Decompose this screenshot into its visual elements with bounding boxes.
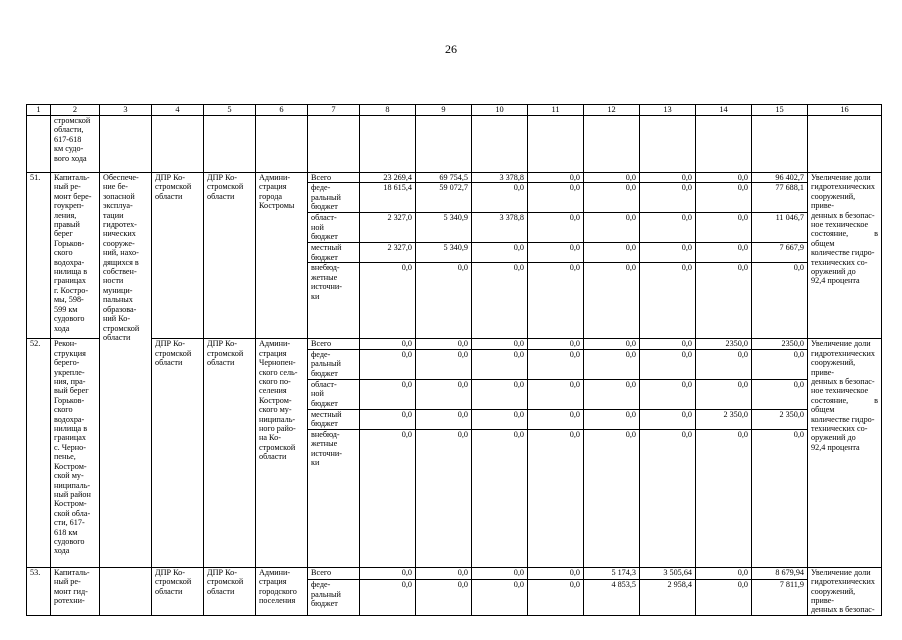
source-cell: Всего: [308, 339, 360, 349]
value-cell: 0,0: [360, 429, 416, 567]
table-row: [27, 173, 882, 183]
executor-cell: Админи- страция Чернопен- ского сель- ского по- селения Костром- ского му- ниципаль- ного райо- на Ко- стромской области: [256, 339, 308, 567]
value-cell: 7 811,9: [752, 580, 808, 615]
executor-cell: Админи- страция городского поселения: [256, 567, 308, 615]
value-cell: 0,0: [696, 567, 752, 580]
value-cell: 0,0: [528, 183, 584, 213]
column-header: 12: [584, 105, 640, 116]
value-cell: 0,0: [416, 429, 472, 567]
value-cell: 5 340,9: [416, 213, 472, 243]
value-cell: 8 679,94: [752, 567, 808, 580]
value-cell: 0,0: [584, 173, 640, 183]
value-cell: 0,0: [696, 429, 752, 567]
value-cell: 0,0: [696, 183, 752, 213]
source-cell: Всего: [308, 567, 360, 580]
value-cell: 2 958,4: [640, 580, 696, 615]
object-name-cell: Рекон- струкция берего- укрепле- ния, пра- вый берег Горьков- ского водохра- нилища в границах с. Черно- пенье, Костром- ской му- ниципаль- ный район Костром- ской обла- сти, 617- 618 км судового хода: [51, 339, 100, 567]
value-cell: 0,0: [640, 379, 696, 409]
value-cell: 0,0: [752, 349, 808, 379]
value-cell: 0,0: [584, 263, 640, 339]
result-cell: Увеличение доли гидротехнических сооружений, приве- денных в безопас-: [808, 567, 882, 615]
value-cell: 0,0: [416, 379, 472, 409]
value-cell: 0,0: [752, 263, 808, 339]
source-cell: Всего: [308, 173, 360, 183]
value-cell: 0,0: [640, 173, 696, 183]
value-cell: 0,0: [528, 567, 584, 580]
customer-cell: ДПР Ко- стромской области: [152, 173, 204, 339]
column-header: 9: [416, 105, 472, 116]
value-cell: 11 046,7: [752, 213, 808, 243]
column-number-row: [27, 105, 882, 116]
source-cell: феде- ральный бюджет: [308, 183, 360, 213]
value-cell: 0,0: [528, 349, 584, 379]
value-cell: 0,0: [696, 349, 752, 379]
column-header: 7: [308, 105, 360, 116]
value-cell: 0,0: [584, 409, 640, 429]
value-cell: 2350,0: [696, 339, 752, 349]
value-cell: 0,0: [472, 567, 528, 580]
value-cell: 3 378,8: [472, 173, 528, 183]
value-cell: 0,0: [584, 243, 640, 263]
object-name-cell: Капиталь- ный ре- монт бере- гоукреп- ления, правый берег Горьков- ского водохра- нилища в границах г. Костро- мы, 598- 599 км судового хода: [51, 173, 100, 339]
table-row: [27, 339, 882, 349]
object-name-cell: стромской области, 617-618 км судо- вого хода: [51, 116, 100, 173]
gr-cell: ДПР Ко- стромской области: [204, 339, 256, 567]
source-cell: област- ной бюджет: [308, 379, 360, 409]
value-cell: 2 327,0: [360, 243, 416, 263]
column-header: 5: [204, 105, 256, 116]
value-cell: 77 688,1: [752, 183, 808, 213]
column-header: 16: [808, 105, 882, 116]
value-cell: 0,0: [640, 263, 696, 339]
value-cell: 0,0: [528, 429, 584, 567]
value-cell: 0,0: [528, 409, 584, 429]
source-cell: внебюд- жетные источни- ки: [308, 429, 360, 567]
value-cell: 0,0: [472, 183, 528, 213]
column-header: 3: [100, 105, 152, 116]
value-cell: 4 853,5: [584, 580, 640, 615]
column-header: 11: [528, 105, 584, 116]
row-number: 53.: [27, 567, 51, 615]
value-cell: 0,0: [752, 429, 808, 567]
page-number: 26: [445, 42, 457, 56]
value-cell: 2 327,0: [360, 213, 416, 243]
value-cell: 96 402,7: [752, 173, 808, 183]
source-cell: местный бюджет: [308, 243, 360, 263]
value-cell: 0,0: [360, 379, 416, 409]
value-cell: 0,0: [528, 173, 584, 183]
value-cell: 0,0: [472, 379, 528, 409]
column-header: 10: [472, 105, 528, 116]
value-cell: 0,0: [416, 409, 472, 429]
gr-cell: ДПР Ко- стромской области: [204, 567, 256, 615]
table-row: [27, 567, 882, 580]
value-cell: 0,0: [472, 263, 528, 339]
budget-table: [26, 104, 882, 616]
value-cell: 0,0: [528, 213, 584, 243]
column-header: 4: [152, 105, 204, 116]
value-cell: 0,0: [528, 263, 584, 339]
value-cell: 0,0: [752, 379, 808, 409]
value-cell: 0,0: [640, 213, 696, 243]
source-cell: феде- ральный бюджет: [308, 580, 360, 615]
value-cell: 0,0: [584, 213, 640, 243]
source-cell: внебюд- жетные источни- ки: [308, 263, 360, 339]
value-cell: 3 505,64: [640, 567, 696, 580]
column-header: 8: [360, 105, 416, 116]
value-cell: 0,0: [528, 379, 584, 409]
value-cell: 0,0: [472, 349, 528, 379]
value-cell: 0,0: [640, 243, 696, 263]
column-header: 6: [256, 105, 308, 116]
value-cell: 0,0: [416, 580, 472, 615]
value-cell: 0,0: [472, 429, 528, 567]
result-cell: Увеличение доли гидротехнических сооружений, приве- денных в безопас- ное техническое состояние, в общем количестве гидро- технических со- оружений до 92,4 процента: [808, 173, 882, 339]
row-number: 52.: [27, 339, 51, 567]
object-name-cell: Капиталь- ный ре- монт гид- ротехни-: [51, 567, 100, 615]
value-cell: 0,0: [416, 349, 472, 379]
value-cell: 0,0: [416, 339, 472, 349]
value-cell: 18 615,4: [360, 183, 416, 213]
value-cell: 0,0: [696, 243, 752, 263]
value-cell: 0,0: [696, 580, 752, 615]
source-cell: местный бюджет: [308, 409, 360, 429]
value-cell: 0,0: [696, 213, 752, 243]
purpose-cell: [100, 567, 152, 615]
value-cell: 0,0: [360, 580, 416, 615]
value-cell: 2350,0: [752, 339, 808, 349]
value-cell: 0,0: [472, 580, 528, 615]
row-number: 51.: [27, 173, 51, 339]
value-cell: 0,0: [360, 409, 416, 429]
value-cell: 0,0: [416, 263, 472, 339]
value-cell: 0,0: [640, 409, 696, 429]
value-cell: 2 350,0: [752, 409, 808, 429]
value-cell: 5 174,3: [584, 567, 640, 580]
value-cell: 0,0: [584, 429, 640, 567]
result-cell: Увеличение доли гидротехнических сооружений, приве- денных в безопас- ное техническое состояние, в общем количестве гидро- технических со- оружений до 92,4 процента: [808, 339, 882, 567]
customer-cell: ДПР Ко- стромской области: [152, 567, 204, 615]
value-cell: 0,0: [640, 339, 696, 349]
column-header: 15: [752, 105, 808, 116]
value-cell: 0,0: [696, 379, 752, 409]
source-cell: област- ной бюджет: [308, 213, 360, 243]
value-cell: 0,0: [584, 379, 640, 409]
column-header: 13: [640, 105, 696, 116]
value-cell: 0,0: [584, 339, 640, 349]
value-cell: 0,0: [584, 349, 640, 379]
value-cell: 23 269,4: [360, 173, 416, 183]
value-cell: 0,0: [360, 567, 416, 580]
continuation-row: [27, 116, 882, 173]
value-cell: 0,0: [640, 349, 696, 379]
value-cell: 0,0: [528, 243, 584, 263]
value-cell: 0,0: [528, 339, 584, 349]
value-cell: 0,0: [360, 349, 416, 379]
value-cell: 69 754,5: [416, 173, 472, 183]
gr-cell: ДПР Ко- стромской области: [204, 173, 256, 339]
value-cell: 7 667,9: [752, 243, 808, 263]
column-header: 2: [51, 105, 100, 116]
value-cell: 3 378,8: [472, 213, 528, 243]
value-cell: 59 072,7: [416, 183, 472, 213]
executor-cell: Админи- страция города Костромы: [256, 173, 308, 339]
value-cell: 0,0: [360, 339, 416, 349]
value-cell: 0,0: [696, 173, 752, 183]
value-cell: 0,0: [696, 263, 752, 339]
customer-cell: ДПР Ко- стромской области: [152, 339, 204, 567]
column-header: 1: [27, 105, 51, 116]
purpose-cell: Обеспече- ние бе- зопасной эксплуа- тации гидротех- нических сооруже- ний, нахо- дящихся в собствен- ности муници- пальных образова- ний Ко- стромской области: [100, 173, 152, 568]
value-cell: 0,0: [640, 429, 696, 567]
source-cell: феде- ральный бюджет: [308, 349, 360, 379]
value-cell: 0,0: [472, 409, 528, 429]
column-header: 14: [696, 105, 752, 116]
value-cell: 0,0: [472, 339, 528, 349]
value-cell: 2 350,0: [696, 409, 752, 429]
value-cell: 0,0: [640, 183, 696, 213]
value-cell: 0,0: [360, 263, 416, 339]
value-cell: 0,0: [416, 567, 472, 580]
value-cell: 0,0: [528, 580, 584, 615]
value-cell: 0,0: [584, 183, 640, 213]
value-cell: 0,0: [472, 243, 528, 263]
value-cell: 5 340,9: [416, 243, 472, 263]
